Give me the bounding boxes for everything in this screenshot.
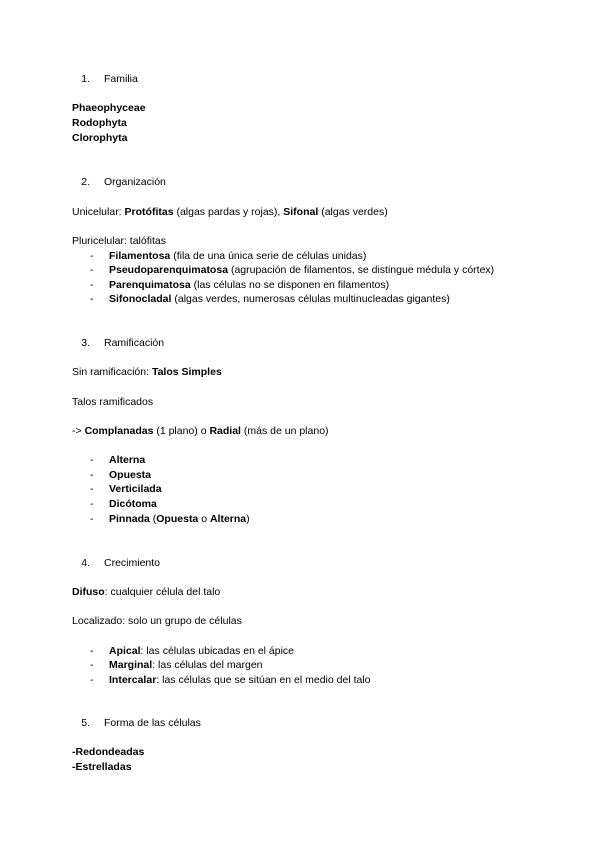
list-item: - Intercalar: las células que se sitúan en el medio del talo: [90, 674, 371, 686]
list-item: - Dicótoma: [90, 498, 157, 510]
list-item: - Filamentosa (fila de una única serie de células unidas): [90, 250, 367, 262]
familia-item: Phaeophyceae: [72, 102, 146, 114]
complanadas-line: -> Complanadas (1 plano) o Radial (más de un plano): [72, 425, 329, 437]
list-item: - Sifonocladal (algas verdes, numerosas células multinucleadas gigantes): [90, 293, 450, 305]
section-number: 3.: [81, 337, 90, 349]
section-title: Crecimiento: [104, 557, 161, 569]
section-title: Forma de las células: [104, 717, 201, 729]
list-item: - Marginal: las células del margen: [90, 659, 263, 671]
localizado-line: Localizado: solo un grupo de células: [72, 615, 242, 627]
list-item: - Alterna: [90, 454, 146, 466]
section-number: 2.: [81, 176, 90, 188]
section-number: 4.: [81, 557, 90, 569]
familia-item: Rodophyta: [72, 117, 127, 129]
section-heading-forma: [72, 716, 201, 730]
section-title: Organización: [104, 176, 166, 188]
section-title: Ramificación: [104, 337, 165, 349]
list-item: - Opuesta: [90, 469, 152, 481]
section-heading-ramificacion: [72, 336, 164, 350]
section-number: 1.: [81, 73, 90, 85]
list-item: - Verticilada: [90, 483, 162, 495]
familia-item: Clorophyta: [72, 132, 128, 144]
list-item: - Pinnada (Opuesta o Alterna): [90, 513, 250, 525]
sin-ramificacion-line: Sin ramificación: Talos Simples: [72, 366, 222, 378]
section-heading-familia: [72, 72, 138, 86]
unicelular-line: Unicelular: Protófitas (algas pardas y rojas), Sifonal (algas verdes): [72, 206, 388, 218]
talos-ramificados-line: Talos ramificados: [72, 396, 154, 408]
forma-item: -Estrelladas: [72, 761, 132, 773]
list-item: - Parenquimatosa (las células no se disponen en filamentos): [90, 279, 390, 291]
list-item: - Pseudoparenquimatosa (agrupación de filamentos, se distingue médula y córtex): [90, 264, 495, 276]
section-title: Familia: [104, 73, 138, 85]
pluricelular-line: Pluricelular: talófitas: [72, 235, 166, 247]
list-item: - Apical: las células ubicadas en el ápice: [90, 645, 295, 657]
section-heading-organizacion: [72, 175, 166, 189]
difuso-line: Difuso: cualquier célula del talo: [72, 586, 221, 598]
section-heading-crecimiento: [72, 556, 160, 570]
forma-item: -Redondeadas: [72, 746, 145, 758]
section-number: 5.: [81, 717, 90, 729]
